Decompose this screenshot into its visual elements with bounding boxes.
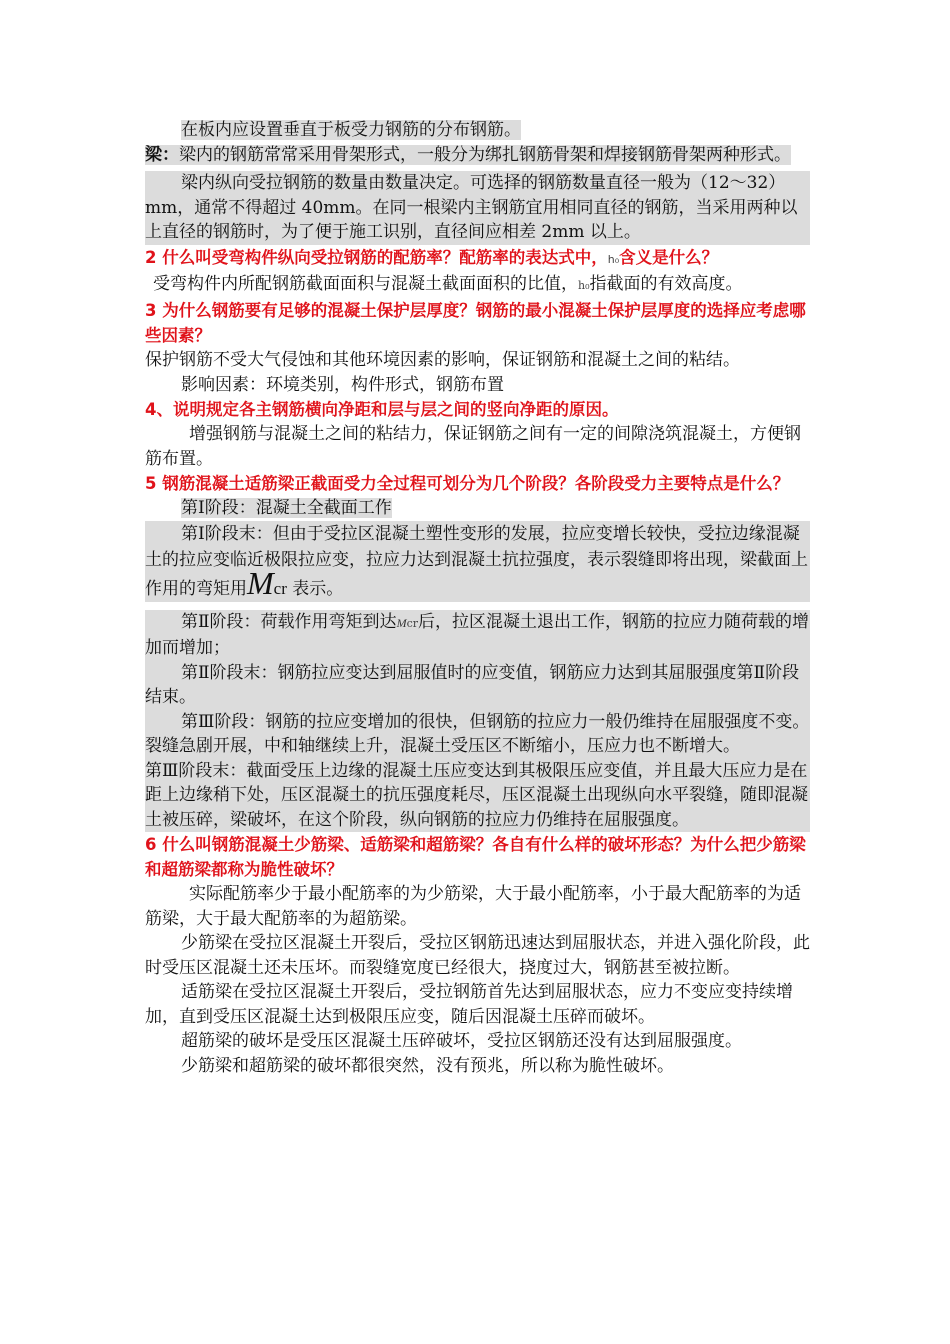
question-3-title: 3 为什么钢筋要有足够的混凝土保护层厚度？钢筋的最小混凝土保护层厚度的选择应考虑哪些因素？ — [145, 301, 806, 345]
question-6-answer-3: 适筋梁在受拉区混凝土开裂后，受拉钢筋首先达到屈服状态，应力不变应变持续增加，直到受压区混凝土达到极限压应变，随后因混凝土压碎而破坏。 — [145, 982, 793, 1027]
question-6-answer-5: 少筋梁和超筋梁的破坏都很突然，没有预兆，所以称为脆性破坏。 — [181, 1055, 674, 1076]
moment-subscript-small: cr — [406, 616, 418, 630]
stage-3: 第Ⅲ阶段：钢筋的拉应变增加的很快，但钢筋的拉应力一般仍维持在屈服强度不变。裂缝急剧开展，中和轴继续上升，混凝土受压区不断缩小，压应力也不断增大。 — [145, 710, 810, 759]
question-2-title: 2 什么叫受弯构件纵向受拉钢筋的配筋率？配筋率的表达式中，h₀含义是什么？ — [145, 247, 719, 267]
stage-3-end: 第Ⅲ阶段末：截面受压上边缘的混凝土压应变达到其极限压应变值，并且最大压应力是在距上边缘稍下处，压区混凝土的抗压强度耗尽，压区混凝土出现纵向水平裂缝，随即混凝土被压碎，梁破坏，在这个阶段，纵向钢筋的拉应力仍维持在屈服强度。 — [145, 759, 810, 833]
question-4-answer: 增强钢筋与混凝土之间的粘结力，保证钢筋之间有一定的间隙浇筑混凝土，方便钢筋布置。 — [145, 424, 801, 469]
document-page — [145, 118, 810, 1078]
question-2-answer: 受弯构件内所配钢筋截面面积与混凝土截面面积的比值，h₀指截面的有效高度。 — [153, 273, 743, 294]
question-6-answer-1: 实际配筋率少于最小配筋率的为少筋梁，大于最小配筋率，小于最大配筋率的为适筋梁，大于最大配筋率的为超筋梁。 — [145, 884, 801, 929]
stage-1: 第Ⅰ阶段：混凝土全截面工作 — [181, 498, 392, 518]
question-6-answer-4: 超筋梁的破坏是受压区混凝土压碎破坏，受拉区钢筋还没有达到屈服强度。 — [181, 1031, 742, 1051]
beam-lead: 梁： — [145, 144, 179, 165]
question-4-title: 4、说明规定各主钢筋横向净距和层与层之间的竖向净距的原因。 — [145, 400, 619, 419]
stage-2-end: 第Ⅱ阶段末：钢筋拉应变达到屈服值时的应变值，钢筋应力达到其屈服强度第Ⅱ阶段结束。 — [145, 661, 810, 710]
paragraph-longitudinal-bars: 梁内纵向受拉钢筋的数量由数量决定。可选择的钢筋数量直径一般为（12～32）mm，通常不得超过 40mm。在同一根梁内主钢筋宜用相同直径的钢筋，当采用两种以上直径的钢筋时，为了便于施工识别，直径间应相差 2mm 以上。 — [145, 171, 810, 245]
h0-symbol-answer: h₀ — [578, 278, 590, 292]
h0-symbol: h₀ — [607, 252, 620, 266]
question-3-answer-2: 影响因素：环境类别，构件形式，钢筋布置 — [181, 374, 504, 395]
question-6-title: 6 什么叫钢筋混凝土少筋梁、适筋梁和超筋梁？各自有什么样的破坏形态？为什么把少筋梁和超筋梁都称为脆性破坏？ — [145, 835, 806, 879]
beam-text: 梁内的钢筋常常采用骨架形式，一般分为绑扎钢筋骨架和焊接钢筋骨架两种形式。 — [179, 144, 791, 165]
stage-1-end: 第Ⅰ阶段末：但由于受拉区混凝土塑性变形的发展，拉应变增长较快，受拉边缘混凝土的拉应变临近极限拉应变，拉应力达到混凝土抗拉强度，表示裂缝即将出现，梁截面上作用的弯矩用Mcr 表示。 — [145, 521, 810, 602]
paragraph-distribution-bars: 在板内应设置垂直于板受力钢筋的分布钢筋。 — [181, 120, 521, 140]
moment-subscript: cr — [273, 578, 287, 598]
moment-symbol-large: M — [247, 564, 274, 601]
question-6-answer-2: 少筋梁在受拉区混凝土开裂后，受拉区钢筋迅速达到屈服状态，并进入强化阶段，此时受压区混凝土还未压坏。而裂缝宽度已经很大，挠度过大，钢筋甚至被拉断。 — [145, 933, 810, 978]
question-5-title: 5 钢筋混凝土适筋梁正截面受力全过程可划分为几个阶段？各阶段受力主要特点是什么？ — [145, 474, 790, 493]
question-3-answer-1: 保护钢筋不受大气侵蚀和其他环境因素的影响，保证钢筋和混凝土之间的粘结。 — [145, 350, 740, 370]
stage-2: 第Ⅱ阶段：荷载作用弯矩到达Mcr后，拉区混凝土退出工作，钢筋的拉应力随荷载的增加而增加； — [145, 610, 810, 661]
paragraph-beam — [145, 143, 810, 168]
moment-symbol-small: M — [396, 615, 407, 630]
